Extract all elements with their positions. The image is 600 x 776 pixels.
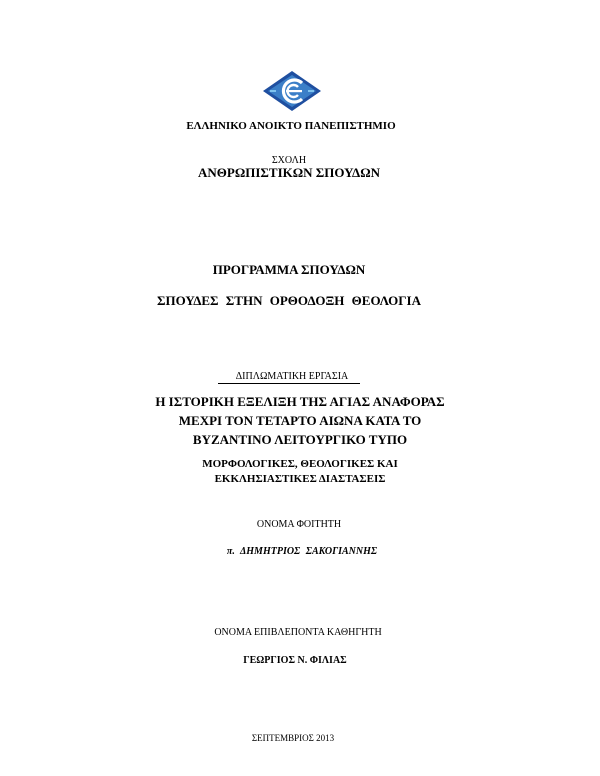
submission-date: ΣΕΠΤΕΜΒΡΙΟΣ 2013	[251, 733, 335, 743]
supervisor-label: ΟΝΟΜΑ ΕΠΙΒΛΕΠΟΝΤΑ ΚΑΘΗΓΗΤΗ	[214, 627, 382, 638]
school-label: ΣΧΟΛΗ	[271, 155, 307, 166]
thesis-title-line: ΜΕΧΡΙ ΤΟΝ ΤΕΤΑΡΤΟ ΑΙΩΝΑ ΚΑΤΑ ΤΟ	[178, 413, 422, 428]
thesis-label	[0, 370, 578, 384]
thesis-title-line: Η ΙΣΤΟΡΙΚΗ ΕΞΕΛΙΞΗ ΤΗΣ ΑΓΙΑΣ ΑΝΑΦΟΡΑΣ	[155, 394, 445, 409]
student-name: π. ΔΗΜΗΤΡΙΟΣ ΣΑΚΟΓΙΑΝΝΗΣ	[226, 546, 378, 557]
program-name: ΣΠΟΥΔΕΣ ΣΤΗΝ ΟΡΘΟΔΟΞΗ ΘΕΟΛΟΓΙΑ	[156, 293, 422, 308]
student-label: ΟΝΟΜΑ ΦΟΙΤΗΤΗ	[256, 519, 342, 530]
university-name: ΕΛΛΗΝΙΚΟ ΑΝΟΙΚΤΟ ΠΑΝΕΠΙΣΤΗΜΙΟ	[186, 120, 396, 132]
supervisor-name: ΓΕΩΡΓΙΟΣ Ν. ΦΙΛΙΑΣ	[243, 655, 347, 666]
thesis-title-line: ΒΥΖΑΝΤΙΝΟ ΛΕΙΤΟΥΡΓΙΚΟ ΤΥΠΟ	[192, 432, 408, 447]
eap-logo-icon	[262, 70, 322, 112]
thesis-subtitle-line: ΕΚΚΛΗΣΙΑΣΤΙΚΕΣ ΔΙΑΣΤΑΣΕΙΣ	[214, 473, 386, 485]
thesis-label-text: ΔΙΠΛΩΜΑΤΙΚΗ ΕΡΓΑΣΙΑ	[218, 370, 361, 384]
thesis-subtitle-line: ΜΟΡΦΟΛΟΓΙΚΕΣ, ΘΕΟΛΟΓΙΚΕΣ ΚΑΙ	[202, 458, 398, 470]
program-label: ΠΡΟΓΡΑΜΜΑ ΣΠΟΥΔΩΝ	[212, 262, 366, 277]
school-name: ΑΝΘΡΩΠΙΣΤΙΚΩΝ ΣΠΟΥΔΩΝ	[197, 165, 380, 180]
